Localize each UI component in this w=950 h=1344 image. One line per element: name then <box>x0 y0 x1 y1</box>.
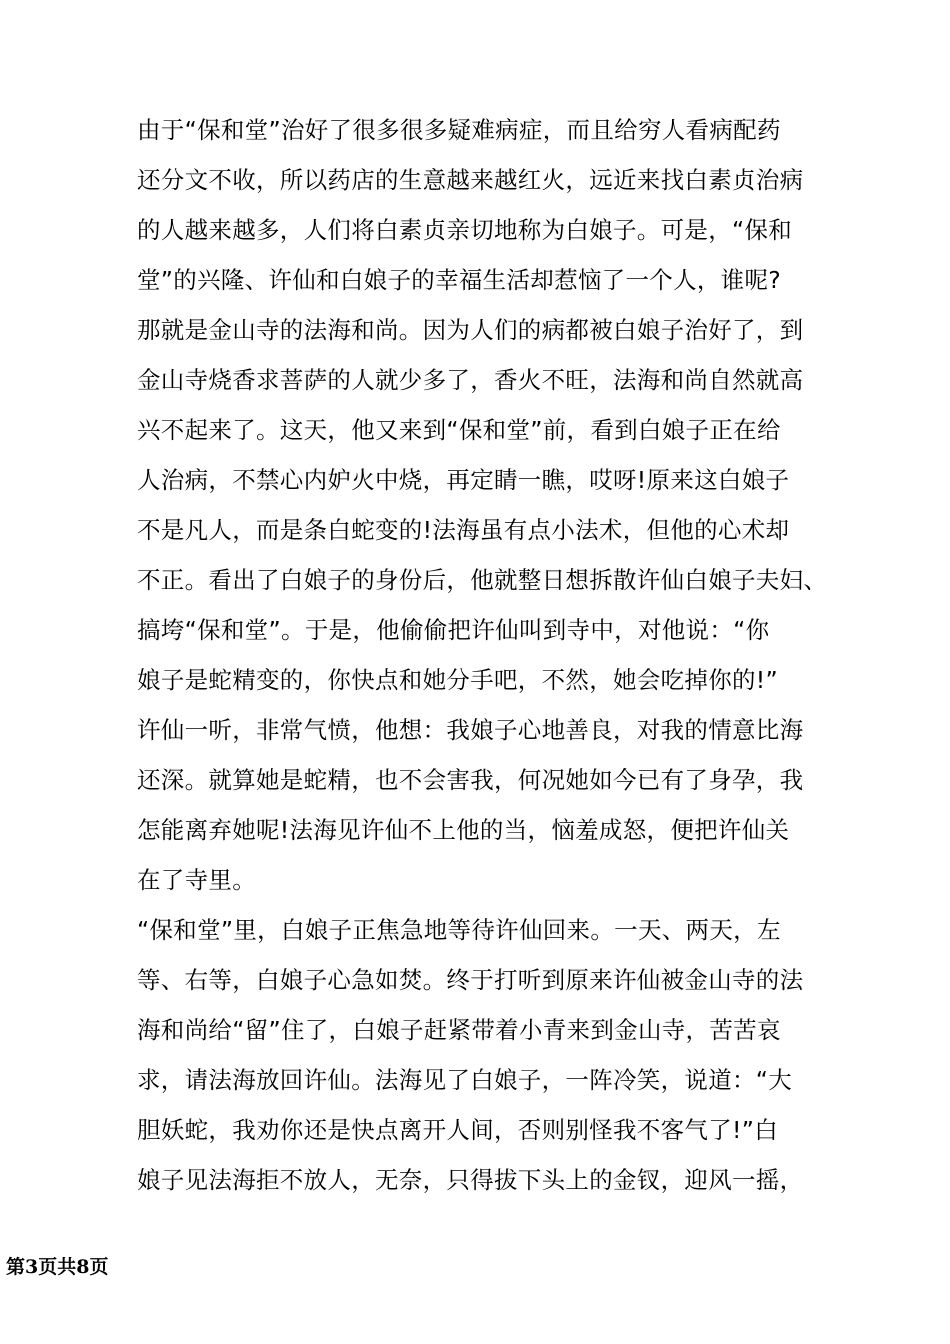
text-line: 金山寺烧香求菩萨的人就少多了，香火不旺，法海和尚自然就高 <box>137 366 804 394</box>
page-number-footer: 第3页共8页 <box>6 1256 109 1278</box>
text-line: “保和堂”里，白娘子正焦急地等待许仙回来。一天、两天，左 <box>137 916 781 944</box>
text-line: 海和尚给“留”住了，白娘子赶紧带着小青来到金山寺，苦苦哀 <box>137 1016 781 1044</box>
text-line: 不是凡人，而是条白蛇变的!法海虽有点小法术，但他的心术却 <box>137 516 790 544</box>
text-line: 不正。看出了白娘子的身份后，他就整日想拆散许仙白娘子夫妇、 <box>137 566 828 594</box>
text-line: 搞垮“保和堂”。于是，他偷偷把许仙叫到寺中，对他说：“你 <box>137 616 770 644</box>
text-line: 娘子见法海拒不放人，无奈，只得拔下头上的金钗，迎风一摇， <box>137 1166 804 1194</box>
text-line: 等、右等，白娘子心急如焚。终于打听到原来许仙被金山寺的法 <box>137 966 804 994</box>
text-line: 堂”的兴隆、许仙和白娘子的幸福生活却惹恼了一个人，谁呢? <box>137 266 782 294</box>
text-line: 求，请法海放回许仙。法海见了白娘子，一阵冷笑，说道：“大 <box>137 1066 793 1094</box>
text-line: 许仙一听，非常气愤，他想：我娘子心地善良，对我的情意比海 <box>137 716 804 744</box>
text-line: 那就是金山寺的法海和尚。因为人们的病都被白娘子治好了，到 <box>137 316 804 344</box>
text-line: 娘子是蛇精变的，你快点和她分手吧，不然，她会吃掉你的!” <box>137 666 778 694</box>
text-line: 还分文不收，所以药店的生意越来越红火，远近来找白素贞治病 <box>137 166 804 194</box>
text-line: 还深。就算她是蛇精，也不会害我，何况她如今已有了身孕，我 <box>137 766 804 794</box>
text-line: 由于“保和堂”治好了很多很多疑难病症，而且给穷人看病配药 <box>137 116 781 144</box>
document-body <box>137 105 837 1205</box>
text-line: 兴不起来了。这天，他又来到“保和堂”前，看到白娘子正在给 <box>137 416 781 444</box>
text-line: 胆妖蛇，我劝你还是快点离开人间，否则别怪我不客气了!”白 <box>137 1116 778 1144</box>
text-line: 的人越来越多，人们将白素贞亲切地称为白娘子。可是，“保和 <box>137 216 793 244</box>
text-line: 人治病，不禁心内妒火中烧，再定睛一瞧，哎呀!原来这白娘子 <box>137 466 790 494</box>
text-line: 在了寺里。 <box>137 866 256 894</box>
text-line: 怎能离弃她呢!法海见许仙不上他的当，恼羞成怒，便把许仙关 <box>137 816 790 844</box>
